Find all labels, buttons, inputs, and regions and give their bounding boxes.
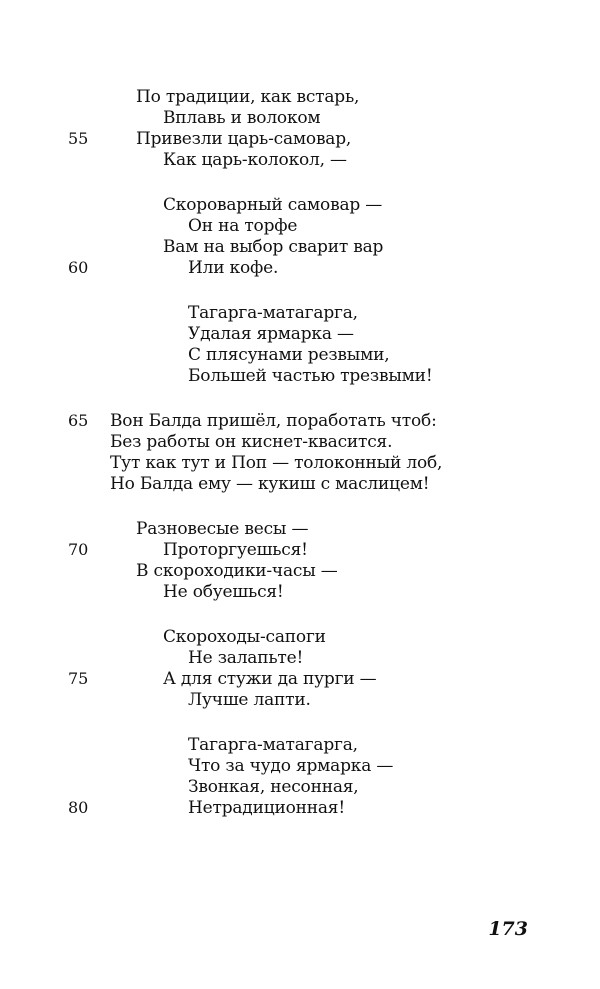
verse-line: С плясунами резвыми,	[188, 345, 390, 365]
line-number-70: 70	[68, 540, 89, 559]
page-number: 173	[488, 918, 528, 940]
verse-line: Не обуешься!	[163, 582, 284, 602]
verse-line: Что за чудо ярмарка —	[188, 756, 394, 776]
verse-line: Лучше лапти.	[188, 690, 311, 710]
verse-line: Вам на выбор сварит вар	[163, 237, 384, 257]
verse-line: В скороходики-часы —	[136, 561, 338, 581]
verse-line: Скороходы-сапоги	[163, 627, 326, 647]
verse-line: Звонкая, несонная,	[188, 777, 359, 797]
verse-line: Нетрадиционная!	[188, 798, 345, 818]
verse-line: Он на торфе	[188, 216, 298, 236]
verse-line: Тагарга-матагарга,	[188, 735, 358, 755]
verse-line: Скороварный самовар —	[163, 195, 383, 215]
line-number-80: 80	[68, 798, 89, 817]
verse-line: Или кофе.	[188, 258, 279, 278]
verse-line: Тут как тут и Поп — толоконный лоб,	[110, 453, 443, 473]
verse-line: По традиции, как встарь,	[136, 87, 360, 107]
verse-line: Проторгуешься!	[163, 540, 308, 560]
line-number-60: 60	[68, 258, 89, 277]
verse-line: Вон Балда пришёл, поработать чтоб:	[110, 411, 437, 431]
verse-line: Не залапьте!	[188, 648, 304, 668]
line-number-65: 65	[68, 411, 89, 430]
verse-line: Но Балда ему — кукиш с маслицем!	[110, 474, 430, 494]
line-number-75: 75	[68, 669, 89, 688]
verse-line: Удалая ярмарка —	[188, 324, 354, 344]
verse-line: Привезли царь-самовар,	[136, 129, 352, 149]
line-number-55: 55	[68, 129, 89, 148]
verse-line: А для стужи да пурги —	[163, 669, 377, 689]
verse-line: Большей частью трезвыми!	[188, 366, 433, 386]
verse-line: Разновесые весы —	[136, 519, 309, 539]
verse-line: Как царь-колокол, —	[163, 150, 347, 170]
verse-line: Вплавь и волоком	[163, 108, 321, 128]
verse-line: Тагарга-матагарга,	[188, 303, 358, 323]
verse-line: Без работы он киснет-квасится.	[110, 432, 393, 452]
